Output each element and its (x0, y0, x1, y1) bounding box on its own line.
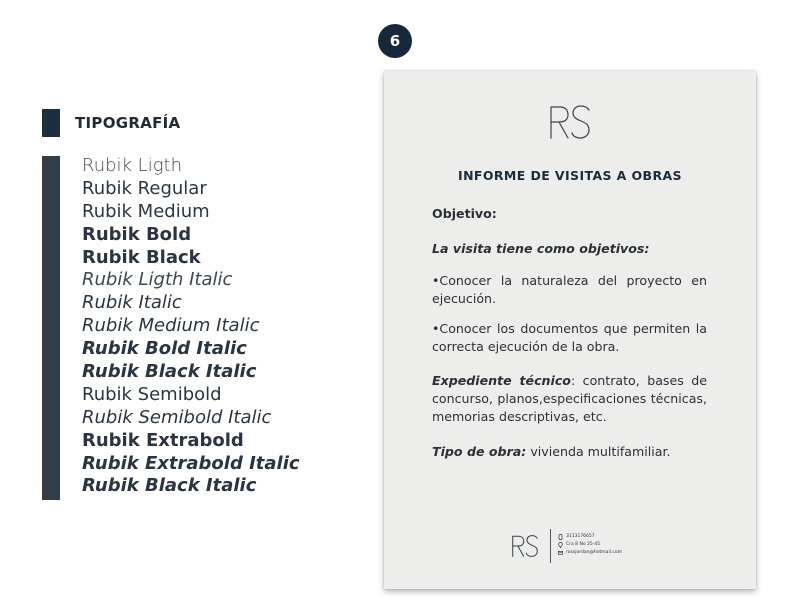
font-sample-bold-italic: Rubik Bold Italic (82, 338, 247, 360)
font-sample-bold: Rubik Bold (82, 223, 192, 245)
footer-divider (550, 529, 551, 563)
footer-rs-logo-icon (510, 535, 540, 557)
font-sample-black: Rubik Black (82, 246, 201, 268)
font-sample-italic: Rubik Italic (82, 292, 182, 314)
font-sample-black-italic: Rubik Black Italic (82, 361, 257, 383)
rs-logo-icon (548, 105, 592, 139)
font-sample-light: Rubik Ligth (82, 155, 182, 176)
document-card (384, 71, 756, 589)
font-sample-medium: Rubik Medium (82, 200, 210, 222)
footer-phone-row (558, 533, 622, 541)
font-sample-semibold-italic: Rubik Semibold Italic (82, 406, 272, 428)
objetivo-label: Objetivo: (432, 206, 497, 221)
footer-address-row (558, 541, 622, 549)
font-sample-black-italic-2: Rubik Black Italic (82, 475, 257, 497)
footer-contacts (558, 533, 622, 557)
objective-bullet-2: •Conocer los documentos que permiten la correcta ejecución de la obra. (432, 321, 707, 354)
mail-icon (558, 550, 563, 556)
font-sample-regular: Rubik Regular (82, 177, 207, 199)
section-title: TIPOGRAFÍA (75, 114, 181, 132)
location-pin-icon (558, 542, 563, 548)
font-sample-medium-italic: Rubik Medium Italic (82, 315, 260, 337)
expediente-label: Expediente técnico (432, 373, 571, 388)
objective-bullet-1: •Conocer la naturaleza del proyecto en ejecución. (432, 273, 707, 306)
font-sample-extrabold: Rubik Extrabold (82, 429, 244, 451)
tipo-obra-paragraph (432, 443, 707, 461)
tipo-label: Tipo de obra: (432, 444, 527, 459)
document-title: INFORME DE VISITAS A OBRAS (458, 168, 682, 183)
page-number: 6 (389, 32, 401, 50)
footer-phone: 3113176657 (566, 534, 595, 539)
font-sample-extrabold-italic: Rubik Extrabold Italic (82, 452, 300, 474)
font-sample-list (82, 155, 300, 498)
expediente-text: : contrato, bases de concurso, planos,especificaciones técnicas, memorias descriptivas, etc. (432, 373, 707, 424)
font-sample-semibold: Rubik Semibold (82, 383, 222, 405)
font-sample-light-italic: Rubik Ligth Italic (82, 269, 233, 291)
font-list-bar (42, 156, 60, 500)
tipo-text: vivienda multifamiliar. (526, 444, 671, 459)
section-marker (42, 109, 60, 137)
footer-address: Cra 8 No 25-45 (566, 542, 601, 547)
expediente-paragraph (432, 372, 707, 426)
visita-intro: La visita tiene como objetivos: (432, 241, 650, 256)
page-number-badge (378, 24, 412, 58)
document-footer (510, 529, 640, 565)
footer-email-row (558, 549, 622, 557)
phone-icon (558, 534, 563, 540)
document-body (432, 205, 707, 461)
footer-email: rossjordan@hotmail.com (566, 550, 622, 555)
